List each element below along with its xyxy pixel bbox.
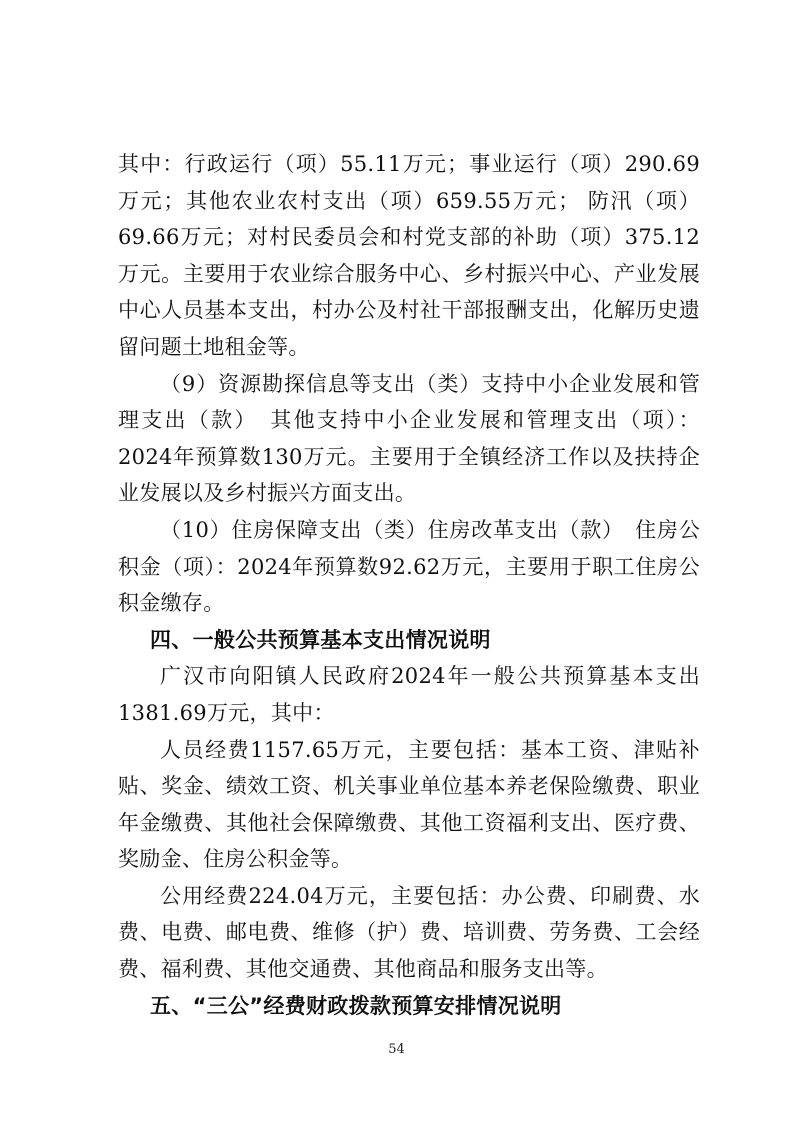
paragraph-expense-breakdown: 其中：行政运行（项）55.11万元；事业运行（项）290.69万元；其他农业农村支出（项）659.55万元； 防汛（项）69.66万元；对村民委员会和村党支部的补助（项）375.12万元。主要用于农业综合服务中心、乡村振兴中心、产业发展中心人员基本支出，村办公及村社干部报酬支出，化解历史遗留问题土地租金等。 xyxy=(118,152,700,359)
section-heading-three-public-expenses: 五、“三公”经费财政拨款预算安排情况说明 xyxy=(150,993,562,1018)
document-body xyxy=(118,146,700,1024)
paragraph-item-9: （9）资源勘探信息等支出（类）支持中小企业发展和管理支出（款） 其他支持中小企业发展和管理支出（项）：2024年预算数130万元。主要用于全镇经济工作以及扶持企业发展以及乡村振兴方面支出。 xyxy=(118,371,700,506)
paragraph-personnel-costs: 人员经费1157.65万元，主要包括：基本工资、津贴补贴、奖金、绩效工资、机关事业单位基本养老保险缴费、职业年金缴费、其他社会保障缴费、其他工资福利支出、医疗费、奖励金、住房公积金等。 xyxy=(118,737,700,872)
paragraph-public-costs: 公用经费224.04万元，主要包括：办公费、印刷费、水费、电费、邮电费、维修（护）费、培训费、劳务费、工会经费、福利费、其他交通费、其他商品和服务支出等。 xyxy=(118,883,700,982)
paragraph-item-10: （10）住房保障支出（类）住房改革支出（款） 住房公积金（项）：2024年预算数92.62万元，主要用于职工住房公积金缴存。 xyxy=(118,517,700,616)
page-number: 54 xyxy=(388,1042,405,1057)
section-heading-basic-expenditure: 四、一般公共预算基本支出情况说明 xyxy=(150,627,491,652)
paragraph-basic-expenditure-total: 广汉市向阳镇人民政府2024年一般公共预算基本支出1381.69万元，其中： xyxy=(118,664,700,725)
